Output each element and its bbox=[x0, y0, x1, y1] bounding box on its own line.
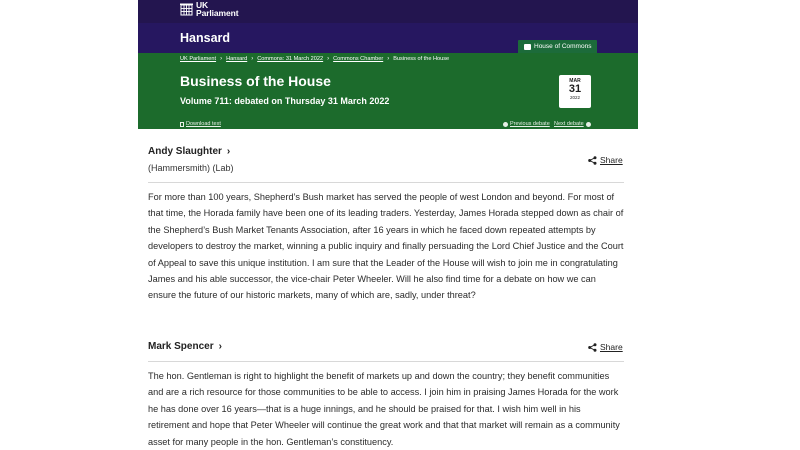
next-debate-link[interactable] bbox=[554, 121, 593, 127]
chevron-right-icon: › bbox=[220, 56, 223, 62]
share-label: Share bbox=[600, 155, 623, 165]
speaker-name: Mark Spencer bbox=[148, 341, 214, 352]
previous-debate-link[interactable] bbox=[501, 121, 550, 127]
debate-nav-bar bbox=[138, 121, 638, 129]
page-banner bbox=[138, 0, 638, 129]
breadcrumb bbox=[180, 56, 449, 62]
speaker-link[interactable] bbox=[148, 146, 230, 157]
contribution-text: The hon. Gentleman is right to highlight the benefit of markets up and down the country; they benefit communities and are a rich resource for those communities to be able to access. I join him in praising James Horada for the work he has done over 16 years—that is a huge innings, and he should be praised for that. I wish him well in his retirement and hope that Peter Wheeler will continue the great work and that that market will remain as a community asset for many people in the hon. Gentleman’s constituency. bbox=[148, 371, 620, 447]
next-debate-label: Next debate bbox=[554, 121, 584, 127]
debate-header bbox=[138, 53, 638, 129]
download-label: Download text bbox=[186, 121, 221, 127]
chevron-right-icon: › bbox=[226, 146, 231, 157]
portcullis-icon bbox=[180, 3, 193, 16]
date-day: 31 bbox=[568, 83, 582, 95]
share-icon bbox=[588, 343, 597, 352]
contribution-text: For more than 100 years, Shepherd’s Bush market has served the people of west London and beyond. For most of that time, the Horada family have been one of its leading traders. Yesterday, James Horada stepped down as chair of the Shepherd’s Bush Market Tenants Association, after 16 years in which he faced down repeated attempts by developers to destroy the market, winning a public inquiry and finally persuading the Lord Chief Justice and the Court of Appeal to save this unique institution. I am sure that the Leader of the House will wish to join me in congratulating James and his able successor, the vice-chair Peter Wheeler. Will he also find time for a debate on how we can ensure the future of our historic markets, many of which are, sadly, under threat? bbox=[148, 192, 624, 301]
logo-line-parliament: Parliament bbox=[196, 8, 239, 18]
download-text-link[interactable] bbox=[180, 121, 221, 127]
previous-debate-label: Previous debate bbox=[510, 121, 550, 127]
breadcrumb-hansard[interactable]: Hansard bbox=[226, 56, 248, 62]
chevron-right-icon: › bbox=[218, 341, 222, 352]
hansard-title[interactable]: Hansard bbox=[180, 31, 231, 45]
chevron-right-icon bbox=[586, 122, 591, 127]
divider bbox=[148, 361, 624, 362]
page-title: Business of the House bbox=[180, 73, 331, 89]
speaker-constituency: (Hammersmith) (Lab) bbox=[148, 163, 234, 173]
speaker-link[interactable] bbox=[148, 341, 222, 352]
house-icon bbox=[524, 44, 531, 50]
date-badge bbox=[559, 75, 591, 108]
chevron-right-icon: › bbox=[387, 56, 390, 62]
breadcrumb-uk-parliament[interactable]: UK Parliament bbox=[180, 56, 217, 62]
share-icon bbox=[588, 156, 597, 165]
date-month: MAR bbox=[569, 78, 581, 84]
logo-line-uk: UK bbox=[196, 0, 209, 10]
speaker-name: Andy Slaughter bbox=[148, 146, 222, 157]
breadcrumb-commons-chamber[interactable]: Commons Chamber bbox=[333, 56, 384, 62]
house-of-commons-tab[interactable] bbox=[518, 40, 597, 53]
document-icon bbox=[180, 122, 184, 127]
share-button[interactable] bbox=[588, 155, 623, 165]
chevron-right-icon: › bbox=[327, 56, 330, 62]
house-tab-label: House of Commons bbox=[534, 43, 592, 50]
breadcrumb-current: Business of the House bbox=[393, 56, 450, 62]
share-button[interactable] bbox=[588, 342, 623, 352]
breadcrumb-commons-date[interactable]: Commons: 31 March 2022 bbox=[257, 56, 324, 62]
uk-parliament-logo[interactable] bbox=[180, 1, 238, 17]
debate-subtitle: Volume 711: debated on Thursday 31 March 2022 bbox=[180, 96, 390, 106]
divider bbox=[148, 182, 624, 183]
brand-bar bbox=[138, 0, 638, 23]
share-label: Share bbox=[600, 342, 623, 352]
date-year: 2022 bbox=[569, 95, 580, 100]
hansard-bar bbox=[138, 23, 638, 53]
chevron-right-icon: › bbox=[251, 56, 254, 62]
chevron-left-icon bbox=[503, 122, 508, 127]
